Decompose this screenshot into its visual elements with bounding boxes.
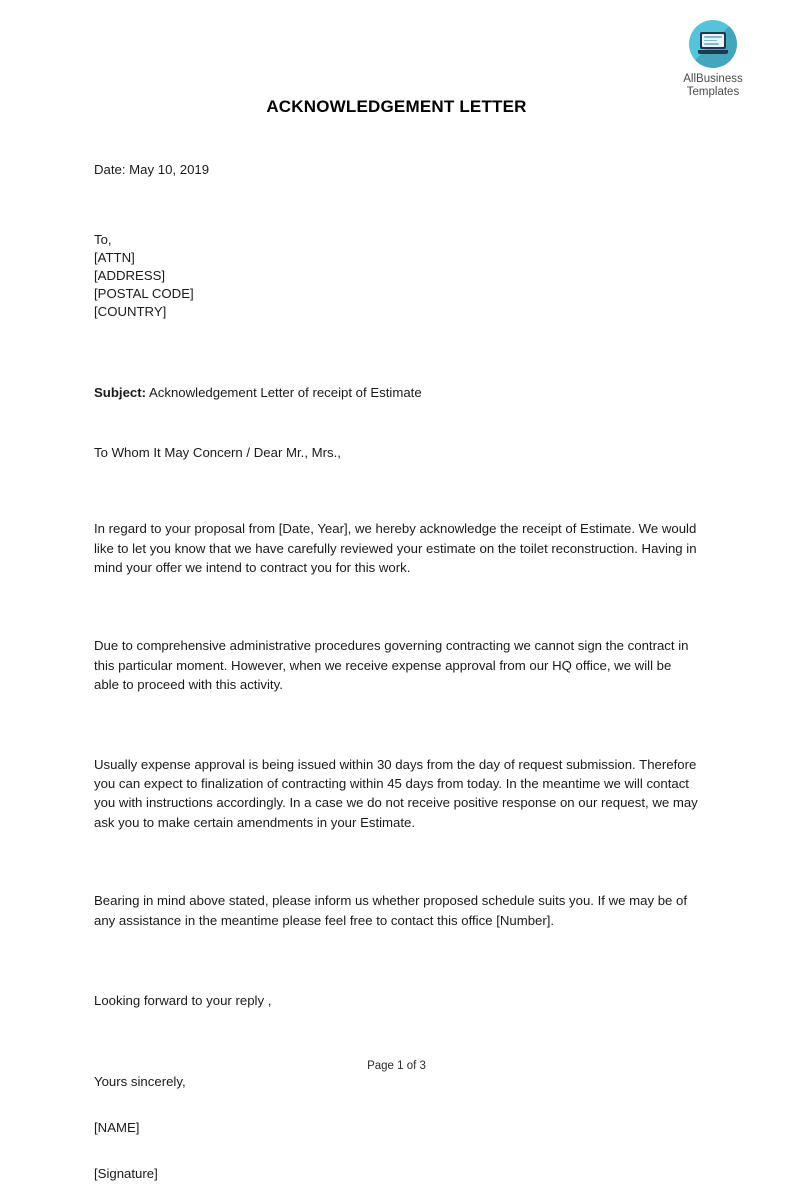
screen-text-line [704, 43, 719, 45]
address-line: [COUNTRY] [94, 304, 167, 320]
closing-name: [NAME] [94, 1119, 140, 1135]
date-line: Date: May 10, 2019 [94, 162, 210, 177]
closing-sincerely: Yours sincerely, [94, 1073, 186, 1089]
subject-text: Acknowledgement Letter of receipt of Estimate [148, 385, 422, 401]
spacer [94, 930, 698, 970]
body-paragraph: Bearing in mind above stated, please inform us whether proposed schedule suits you. If we may be of any assistance in the meantime please feel free to contact this office [Number]. [94, 893, 688, 928]
spacer [94, 179, 698, 231]
address-line: To, [94, 232, 112, 248]
body-paragraph: Due to comprehensive administrative procedures governing contracting we cannot sign the contract in this particular moment. However, when we receive expense approval from our HQ office, we will be able to proceed with this activity. [94, 638, 689, 693]
salutation: To Whom It May Concern / Dear Mr., Mrs., [94, 444, 341, 460]
brand-logo [659, 20, 767, 99]
spacer [94, 695, 698, 735]
spacer [94, 502, 698, 519]
letter-body [94, 160, 698, 1184]
brand-name-line-1: AllBusiness [683, 73, 743, 85]
spacer [94, 617, 698, 636]
spacer [94, 462, 698, 502]
spacer [94, 832, 698, 872]
address-line: [POSTAL CODE] [94, 286, 194, 302]
page-title: ACKNOWLEDGEMENT LETTER [266, 97, 527, 116]
brand-name-line-2: Templates [686, 86, 740, 98]
body-paragraph: Usually expense approval is being issued within 30 days from the day of request submission. Therefore you can expect to finalization of contracting within 45 days from today. In the meantime we will contact you with instructions accordingly. In a case we do not receive positive response on our request, we may ask you to make certain amendments in your Estimate. [94, 756, 698, 830]
spacer [94, 872, 698, 891]
spacer [94, 373, 698, 383]
subject-label: Subject: [94, 385, 147, 401]
closing-signature: [Signature] [94, 1166, 158, 1182]
spacer [94, 970, 698, 991]
spacer [94, 735, 698, 755]
laptop-screen [700, 32, 726, 49]
spacer [94, 403, 698, 443]
address-line: [ADDRESS] [94, 268, 166, 284]
spacer [94, 1011, 698, 1051]
spacer [94, 321, 698, 373]
recipient-address-block [94, 231, 698, 321]
address-line: [ATTN] [94, 250, 135, 266]
spacer [94, 1137, 698, 1164]
laptop-icon [689, 20, 737, 68]
screen-text-line [704, 36, 722, 38]
laptop-screen-content [702, 34, 724, 47]
laptop-base [698, 50, 728, 54]
closing-reply: Looking forward to your reply , [94, 993, 272, 1009]
laptop-glyph [698, 32, 728, 56]
subject-line [94, 383, 698, 402]
screen-text-line [704, 40, 717, 42]
page-footer: Page 1 of 3 [367, 1060, 426, 1072]
body-paragraph: In regard to your proposal from [Date, Year], we hereby acknowledge the receipt of Estimate. We would like to let you know that we have carefully reviewed your estimate on the toilet reconstruction. Having in mind your offer we intend to contract you for this work. [94, 521, 697, 576]
spacer [94, 577, 698, 617]
spacer [94, 1091, 698, 1118]
